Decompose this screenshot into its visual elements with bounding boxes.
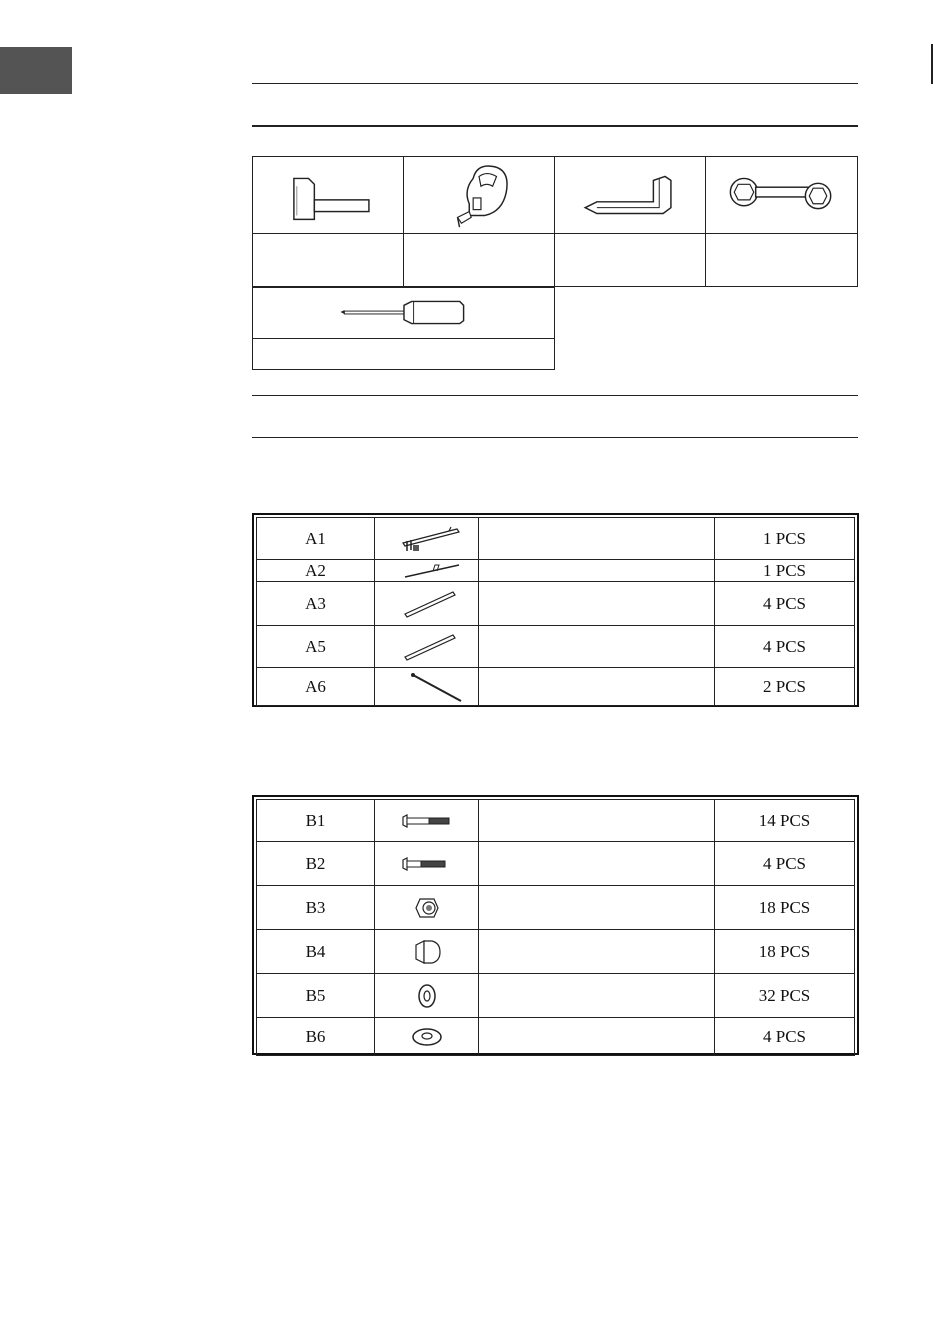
- large-washer-icon: [407, 1024, 447, 1050]
- part-description: [479, 842, 715, 886]
- wrench-icon: [706, 157, 857, 233]
- part-image: [375, 626, 479, 668]
- part-description: [479, 518, 715, 560]
- table-row: [257, 842, 855, 886]
- part-quantity: 32 PCS: [715, 974, 855, 1018]
- long-bolt-icon: [397, 811, 457, 831]
- table-row: [257, 518, 855, 560]
- flat-bar-icon: [387, 627, 467, 667]
- part-description: [479, 626, 715, 668]
- table-row: [257, 1018, 855, 1056]
- part-image: [375, 930, 479, 974]
- tool-wrench-label: [705, 233, 858, 287]
- allen-key-icon: [555, 157, 705, 233]
- tool-wrench-image: [705, 156, 858, 234]
- section-rule-top: [252, 83, 858, 84]
- tool-allen-key-label: [554, 233, 706, 287]
- washer-icon: [412, 981, 442, 1011]
- tool-screwdriver-image: [252, 287, 555, 339]
- part-code: B5: [257, 974, 375, 1018]
- part-quantity: 2 PCS: [715, 668, 855, 706]
- part-code: A2: [257, 560, 375, 582]
- part-description: [479, 668, 715, 706]
- part-quantity: 4 PCS: [715, 842, 855, 886]
- tool-allen-key-image: [554, 156, 706, 234]
- part-code: B4: [257, 930, 375, 974]
- part-quantity: 14 PCS: [715, 800, 855, 842]
- table-row: [257, 886, 855, 930]
- hammer-icon: [253, 157, 403, 233]
- part-image: [375, 582, 479, 626]
- parts-a-table: [252, 513, 859, 707]
- table-row: [257, 668, 855, 706]
- part-quantity: 18 PCS: [715, 930, 855, 974]
- table-row: [257, 930, 855, 974]
- part-description: [479, 1018, 715, 1056]
- part-image: [375, 518, 479, 560]
- part-image: [375, 1018, 479, 1056]
- part-quantity: 4 PCS: [715, 626, 855, 668]
- part-description: [479, 560, 715, 582]
- cap-nut-icon: [410, 935, 444, 969]
- part-description: [479, 800, 715, 842]
- table-row: [257, 800, 855, 842]
- part-quantity: 4 PCS: [715, 582, 855, 626]
- flat-bar-icon: [387, 584, 467, 624]
- part-description: [479, 930, 715, 974]
- tool-screwdriver-label: [252, 338, 555, 370]
- parts-b-table: [252, 795, 859, 1055]
- chapter-tab: [0, 47, 72, 94]
- thin-rod-icon: [387, 669, 467, 705]
- part-code: A5: [257, 626, 375, 668]
- part-code: B2: [257, 842, 375, 886]
- part-code: A6: [257, 668, 375, 706]
- parts-rule-bottom: [252, 437, 858, 438]
- parts-rule-top: [252, 395, 858, 396]
- part-code: B3: [257, 886, 375, 930]
- tool-hammer-label: [252, 233, 404, 287]
- part-description: [479, 974, 715, 1018]
- part-image: [375, 800, 479, 842]
- tool-hammer-image: [252, 156, 404, 234]
- short-bolt-icon: [397, 854, 457, 874]
- part-image: [375, 668, 479, 706]
- section-rule-bottom: [252, 125, 858, 127]
- part-image: [375, 974, 479, 1018]
- tape-measure-icon: [404, 157, 554, 233]
- part-description: [479, 886, 715, 930]
- part-code: B6: [257, 1018, 375, 1056]
- screwdriver-icon: [253, 288, 554, 338]
- hex-nut-icon: [412, 893, 442, 923]
- table-row: [257, 974, 855, 1018]
- part-code: A3: [257, 582, 375, 626]
- part-quantity: 4 PCS: [715, 1018, 855, 1056]
- table-row: [257, 582, 855, 626]
- part-quantity: 1 PCS: [715, 560, 855, 582]
- part-code: B1: [257, 800, 375, 842]
- part-code: A1: [257, 518, 375, 560]
- thin-rod-with-bracket-icon: [387, 561, 467, 581]
- part-image: [375, 886, 479, 930]
- part-image: [375, 560, 479, 582]
- tool-tape-measure-label: [403, 233, 555, 287]
- part-image: [375, 842, 479, 886]
- table-row: [257, 560, 855, 582]
- table-row: [257, 626, 855, 668]
- part-quantity: 1 PCS: [715, 518, 855, 560]
- part-description: [479, 582, 715, 626]
- tool-tape-measure-image: [403, 156, 555, 234]
- part-quantity: 18 PCS: [715, 886, 855, 930]
- tools-grid: [252, 156, 858, 370]
- long-rod-with-bracket-icon: [387, 519, 467, 559]
